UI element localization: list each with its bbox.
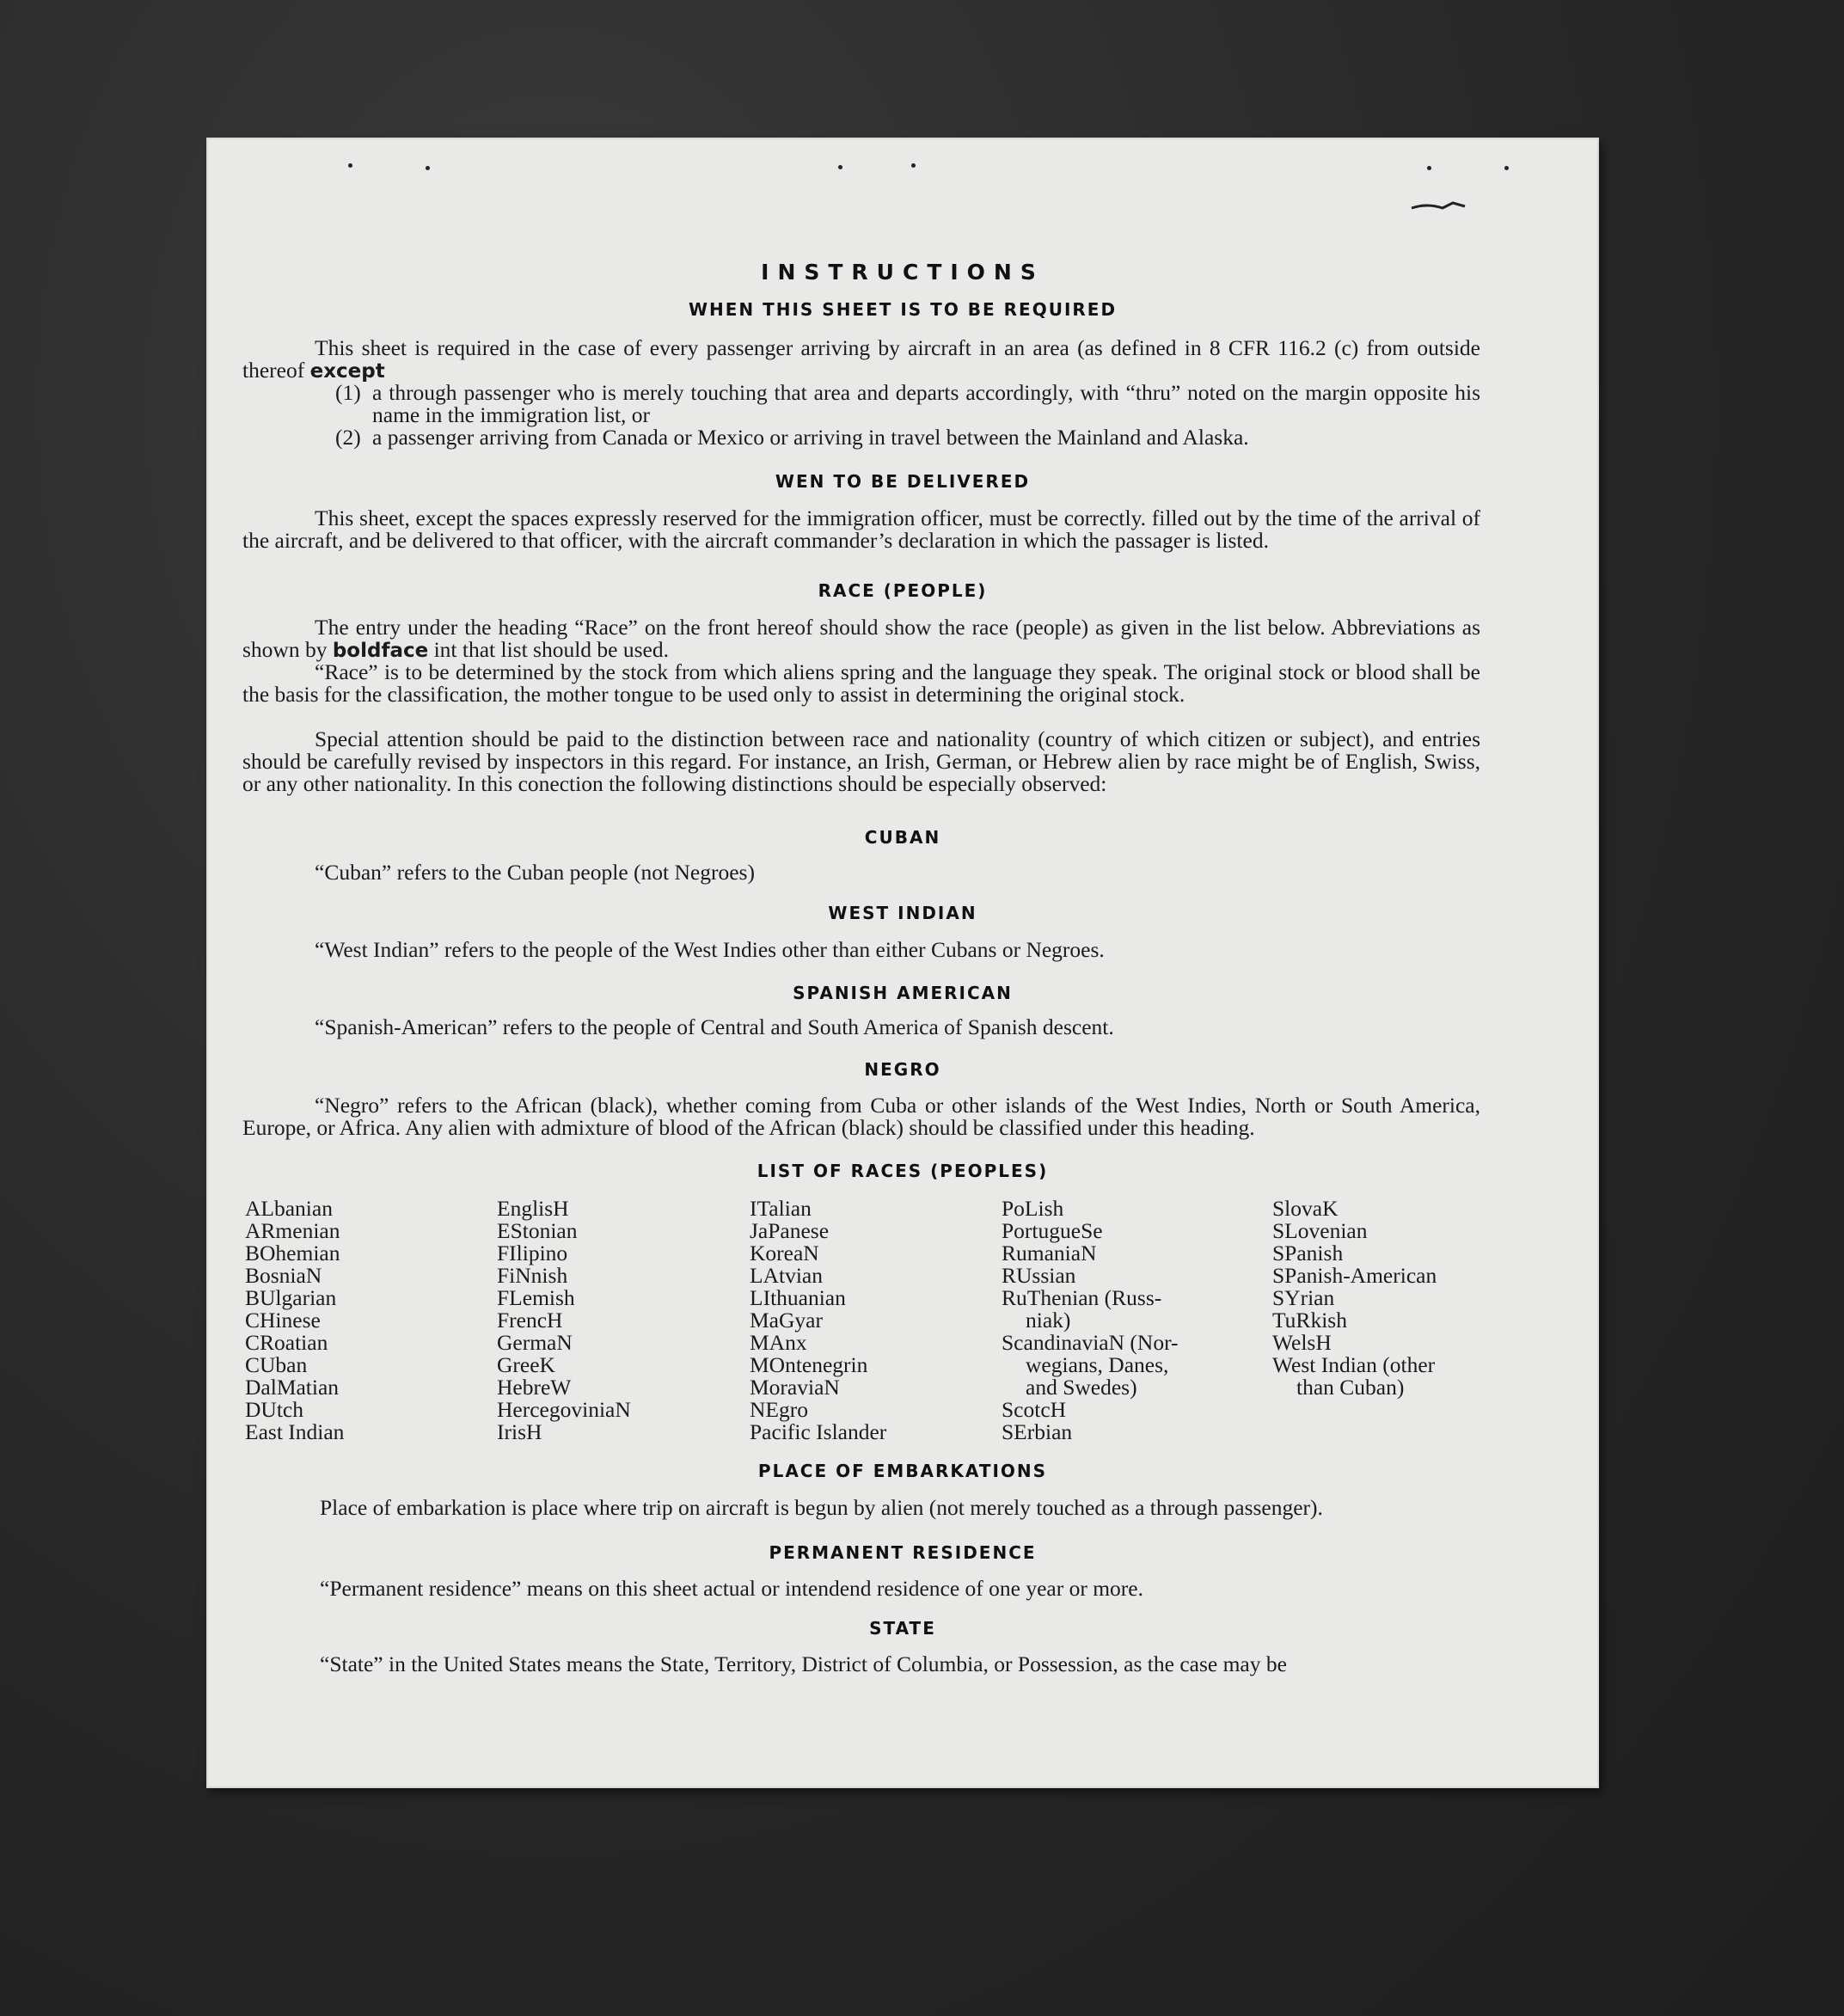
races-column-1	[245, 1198, 344, 1443]
race-entry: ALbanian	[245, 1196, 333, 1221]
state-text: “State” in the United States means the State, Territory, District of Columbia, or Possession, as the case may be	[320, 1651, 1287, 1676]
race-entry: PortugueSe	[1002, 1218, 1103, 1243]
race-entry: ScandinaviaN (Nor-	[1002, 1330, 1179, 1355]
race-entry: FLemish	[497, 1285, 575, 1310]
race-entry: BOhemian	[245, 1241, 340, 1265]
race-entry: FIlipino	[497, 1241, 568, 1265]
race-entry: SPanish-American	[1272, 1263, 1437, 1288]
race-entry: BUlgarian	[245, 1285, 337, 1310]
race-entry: SYrian	[1272, 1285, 1335, 1310]
cuban-text: “Cuban” refers to the Cuban people (not Negroes)	[315, 860, 755, 885]
race-entry: MoraviaN	[750, 1375, 840, 1400]
when-required-item-1: (1) a through passenger who is merely touching that area and departs accordingly, with “thru” noted on the margin opposite his name in the immigration list, or	[335, 380, 1480, 427]
race-paragraph-2: “Race” is to be determined by the stock from which aliens spring and the language they speak. The original stock or blood shall be the basis for the classification, the mother tongue to be used only to assist in determining the original stock.	[242, 659, 1480, 707]
race-entry: SlovaK	[1272, 1196, 1339, 1221]
race-entry: RuThenian (Russ-	[1002, 1285, 1162, 1310]
section-heading-state: STATE	[869, 1618, 936, 1639]
race-entry: MAnx	[750, 1330, 807, 1355]
race-entry: IrisH	[497, 1419, 542, 1444]
race-entry: HercegoviniaN	[497, 1397, 631, 1422]
section-heading-residence: PERMANENT RESIDENCE	[769, 1542, 1037, 1563]
races-column-5	[1272, 1198, 1437, 1399]
race-entry: ARmenian	[245, 1218, 340, 1243]
race-entry: DUtch	[245, 1397, 303, 1422]
race-entry: FiNnish	[497, 1263, 568, 1288]
races-column-4	[1002, 1198, 1179, 1443]
race-entry: WelsH	[1272, 1330, 1332, 1355]
race-entry: CRoatian	[245, 1330, 328, 1355]
race-entry: LIthuanian	[750, 1285, 846, 1310]
race-paragraph-3: Special attention should be paid to the distinction between race and nationality (country of which citizen or subject), and entries should be carefully revised by inspectors in this regard. For instance, an Irish, German, or Hebrew alien by race might be of English, Swiss, or any other nationality. In this conection the following distinctions should be especially observed:	[242, 726, 1480, 796]
residence-text: “Permanent residence” means on this sheet actual or intendend residence of one year or more.	[320, 1576, 1143, 1601]
race-entry: EnglisH	[497, 1196, 569, 1221]
race-entry: East Indian	[245, 1419, 345, 1444]
race-entry: GermaN	[497, 1330, 573, 1355]
section-heading-when-required: WHEN THIS SHEET IS TO BE REQUIRED	[688, 299, 1118, 320]
race-entry: MaGyar	[750, 1308, 823, 1333]
race-entry: PoLish	[1002, 1196, 1064, 1221]
race-entry: SLovenian	[1272, 1218, 1368, 1243]
race-entry: GreeK	[497, 1352, 555, 1377]
section-heading-embarkation: PLACE OF EMBARKATIONS	[757, 1461, 1048, 1481]
race-entry: FrencH	[497, 1308, 563, 1333]
race-entry: SPanish	[1272, 1241, 1344, 1265]
race-entry-continuation: than Cuban)	[1296, 1375, 1405, 1400]
section-heading-spanish-american: SPANISH AMERICAN	[793, 983, 1013, 1003]
when-required-intro: This sheet is required in the case of every passenger arriving by aircraft in an area (as defined in 8 CFR 116.2 (c) from outside thereof except	[242, 335, 1480, 383]
section-heading-west-indian: WEST INDIAN	[828, 903, 977, 923]
races-column-2	[497, 1198, 631, 1443]
race-entry: CUban	[245, 1352, 308, 1377]
race-entry: Pacific Islander	[750, 1419, 887, 1444]
race-entry: MOntenegrin	[750, 1352, 868, 1377]
section-heading-negro: NEGRO	[864, 1059, 941, 1080]
race-entry: SErbian	[1002, 1419, 1073, 1444]
west-indian-text: “West Indian” refers to the people of the West Indies other than either Cubans or Negroes.	[315, 937, 1105, 962]
race-entry: DalMatian	[245, 1375, 340, 1400]
race-entry: JaPanese	[750, 1218, 830, 1243]
race-entry-continuation: and Swedes)	[1026, 1375, 1137, 1400]
document-content	[206, 138, 1599, 1788]
race-entry: KoreaN	[750, 1241, 819, 1265]
race-entry: RUssian	[1002, 1263, 1076, 1288]
when-required-item-2: (2) a passenger arriving from Canada or Mexico or arriving in travel between the Mainland and Alaska.	[335, 425, 1249, 450]
race-entry: RumaniaN	[1002, 1241, 1097, 1265]
race-entry: BosniaN	[245, 1263, 322, 1288]
section-heading-delivered: WEN TO BE DELIVERED	[775, 471, 1031, 492]
race-entry: EStonian	[497, 1218, 578, 1243]
races-column-3	[750, 1198, 886, 1443]
race-entry: West Indian (other	[1272, 1352, 1436, 1377]
race-entry-continuation: wegians, Danes,	[1026, 1352, 1169, 1377]
negro-text: “Negro” refers to the African (black), whether coming from Cuba or other islands of the West Indies, North or South America, Europe, or Africa. Any alien with admixture of blood of the African (black) should be classified under this heading.	[242, 1093, 1480, 1140]
race-entry: HebreW	[497, 1375, 572, 1400]
embarkation-text: Place of embarkation is place where trip on aircraft is begun by alien (not merely touched as a through passenger).	[320, 1495, 1323, 1520]
delivered-text: This sheet, except the spaces expressly reserved for the immigration officer, must be correctly. filled out by the time of the arrival of the aircraft, and be delivered to that officer, with the aircraft commander’s declaration in which the passager is listed.	[242, 506, 1480, 553]
race-entry: CHinese	[245, 1308, 321, 1333]
race-entry: NEgro	[750, 1397, 808, 1422]
race-entry: TuRkish	[1272, 1308, 1347, 1333]
race-entry: ITalian	[750, 1196, 812, 1221]
spanish-american-text: “Spanish-American” refers to the people of Central and South America of Spanish descent.	[315, 1014, 1114, 1039]
race-entry: ScotcH	[1002, 1397, 1067, 1422]
section-heading-list-of-races: LIST OF RACES (PEOPLES)	[757, 1161, 1049, 1181]
section-heading-race: RACE (PEOPLE)	[818, 580, 988, 601]
race-paragraph-1: The entry under the heading “Race” on the front hereof should show the race (people) as given in the list below. Abbreviations as shown by boldface int that list should be used.	[242, 615, 1480, 662]
race-entry-continuation: niak)	[1026, 1308, 1071, 1333]
document-title: INSTRUCTIONS	[761, 260, 1045, 285]
section-heading-cuban: CUBAN	[864, 827, 941, 848]
race-entry: LAtvian	[750, 1263, 823, 1288]
